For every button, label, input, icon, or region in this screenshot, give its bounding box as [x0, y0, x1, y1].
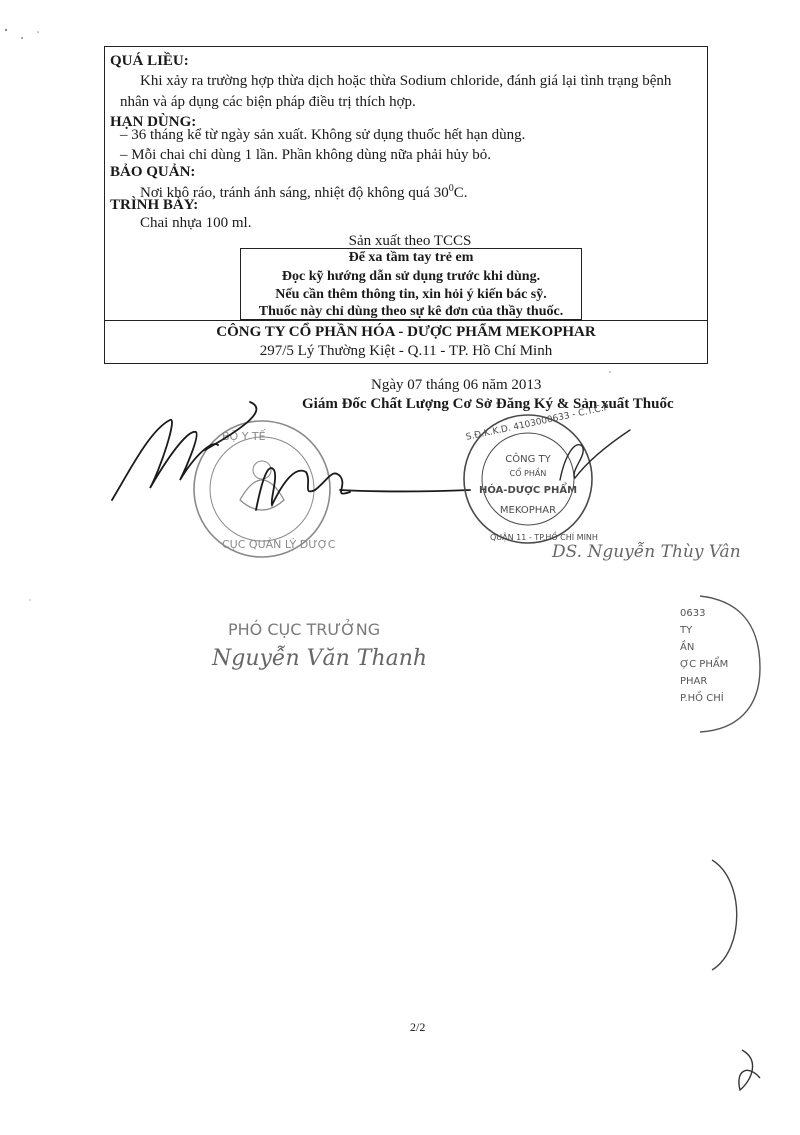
right-signature — [560, 430, 630, 480]
approval-title: Giám Đốc Chất Lượng Cơ Sở Đăng Ký & Sản xuất Thuốc — [302, 396, 674, 412]
company-stamp-line-4: MEKOPHAR — [499, 505, 557, 516]
shelf-life-heading: HẠN DÙNG: — [110, 114, 197, 130]
company-name: CÔNG TY CỔ PHẦN HÓA - DƯỢC PHẨM MEKOPHAR — [216, 324, 596, 340]
edge-mark — [712, 860, 737, 970]
deputy-name: Nguyễn Văn Thanh — [212, 646, 428, 671]
initial-mark — [739, 1050, 760, 1090]
overdose-text-2: nhân và áp dụng các biện pháp điều trị thích hợp. — [120, 94, 416, 110]
storage-heading: BẢO QUẢN: — [110, 164, 196, 180]
storage-text: Nơi khô ráo, tránh ánh sáng, nhiệt độ không quá $30^0C$. — [140, 183, 468, 201]
approval-date: Ngày 07 tháng 06 năm 2013 — [371, 377, 542, 393]
presentation-text: Chai nhựa 100 ml. — [140, 215, 252, 231]
left-signature — [112, 402, 470, 510]
ministry-stamp — [194, 421, 330, 557]
ministry-stamp-top: BỘ Y TẾ — [222, 430, 266, 443]
page-number: 2/2 — [410, 1020, 426, 1034]
company-stamp-line-1: CÔNG TY — [505, 454, 551, 465]
overdose-text-1: Khi xảy ra trường hợp thừa dịch hoặc thừa Sodium chloride, đánh giá lại tình trạng bệnh — [140, 73, 672, 89]
warning-line-1: Để xa tầm tay trẻ em — [348, 250, 474, 265]
company-stamp-line-2: CỔ PHẦN — [509, 469, 547, 478]
warning-line-3: Nếu cần thêm thông tin, xin hỏi ý kiến bác sỹ. — [275, 287, 547, 302]
company-address: 297/5 Lý Thường Kiệt - Q.11 - TP. Hồ Chí Minh — [259, 343, 553, 359]
partial-stamp-text: 0633 TY ẦN ỢC PHẨM PHAR P.HỒ CHÍ — [680, 608, 729, 704]
overdose-heading: QUÁ LIỀU: — [110, 53, 189, 69]
company-stamp-line-3: HÓA-DƯỢC PHẨM — [478, 485, 578, 496]
warning-line-2: Đọc kỹ hướng dẫn sử dụng trước khi dùng. — [281, 269, 541, 284]
company-stamp-ring-top: S.Đ.K.K.D. 4103000633 - C.T.C.P — [465, 402, 610, 443]
company-stamp — [464, 415, 592, 543]
warning-line-4: Thuốc này chỉ dùng theo sự kê đơn của thầy thuốc. — [258, 304, 564, 319]
signer-name: DS. Nguyễn Thùy Vân — [552, 542, 741, 562]
divider — [104, 320, 708, 321]
presentation-heading: TRÌNH BÀY: — [110, 197, 199, 213]
standard-note: Sản xuất theo TCCS — [348, 233, 472, 249]
ministry-stamp-bottom: CỤC QUẢN LÝ DƯỢC — [222, 538, 336, 551]
shelf-life-item-1: – 36 tháng kể từ ngày sản xuất. Không sử dụng thuốc hết hạn dùng. — [120, 127, 526, 143]
shelf-life-item-2: – Mỗi chai chỉ dùng 1 lần. Phần không dùng nữa phải hủy bỏ. — [120, 147, 492, 163]
deputy-title: PHÓ CỤC TRƯỞNG — [228, 620, 381, 639]
company-stamp-ring-bottom: QUẬN 11 - TP.HỒ CHÍ MINH — [490, 533, 598, 542]
